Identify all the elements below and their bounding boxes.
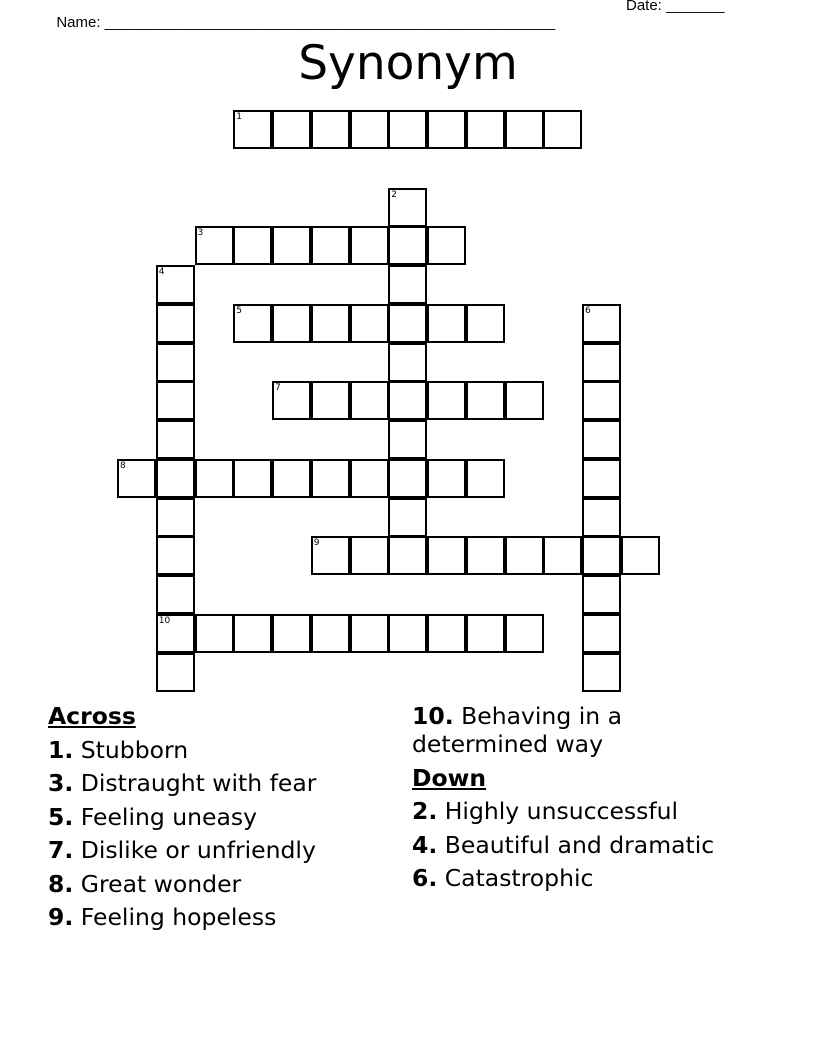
clue-across-7 <box>48 836 408 864</box>
clue-number-label: 8 <box>120 460 126 471</box>
crossword-cell[interactable] <box>311 304 350 343</box>
crossword-cell[interactable] <box>311 536 350 575</box>
crossword-cell[interactable] <box>195 459 234 498</box>
clue-number-label: 7 <box>275 383 281 394</box>
crossword-cell[interactable] <box>156 575 195 614</box>
crossword-cell[interactable] <box>427 614 466 653</box>
crossword-cell[interactable] <box>466 614 505 653</box>
crossword-cell[interactable] <box>272 226 311 265</box>
clue-across-5 <box>48 803 408 831</box>
across-heading: Across <box>48 702 136 730</box>
across-clues-left <box>48 702 408 937</box>
crossword-cell[interactable] <box>505 381 544 420</box>
crossword-cell[interactable] <box>466 304 505 343</box>
clue-number-label: 2 <box>391 189 398 200</box>
clue-text: Distraught with fear <box>80 769 317 797</box>
crossword-cell[interactable] <box>233 614 272 653</box>
crossword-cell[interactable] <box>543 110 582 149</box>
clue-text: Beautiful and dramatic <box>444 830 715 859</box>
clue-across-9 <box>48 903 408 931</box>
crossword-cell[interactable] <box>156 381 195 420</box>
crossword-cell[interactable] <box>388 304 427 343</box>
crossword-cell[interactable] <box>582 536 621 575</box>
crossword-cell[interactable] <box>156 653 195 692</box>
crossword-cell[interactable] <box>388 343 427 382</box>
clue-number-label: 10 <box>158 615 171 626</box>
clue-across-8 <box>48 870 408 898</box>
clue-down-6 <box>412 864 742 892</box>
crossword-cell[interactable] <box>582 653 621 692</box>
crossword-cell[interactable] <box>427 459 466 498</box>
clue-text: Great wonder <box>80 869 242 898</box>
clue-text: Behaving in a determined way <box>412 702 623 758</box>
date-field[interactable]: Date: _______ <box>626 0 725 14</box>
crossword-cell[interactable] <box>117 459 156 498</box>
crossword-cell[interactable] <box>582 420 621 459</box>
crossword-cell[interactable] <box>388 381 427 420</box>
crossword-cell[interactable] <box>350 381 389 420</box>
crossword-cell[interactable] <box>233 110 272 149</box>
crossword-cell[interactable] <box>388 110 427 149</box>
clue-number: 1. <box>48 735 74 764</box>
crossword-cell[interactable] <box>272 459 311 498</box>
crossword-cell[interactable] <box>388 265 427 304</box>
crossword-cell[interactable] <box>427 536 466 575</box>
crossword-cell[interactable] <box>311 226 350 265</box>
clue-number: 9. <box>48 903 74 931</box>
crossword-cell[interactable] <box>350 459 389 498</box>
crossword-cell[interactable] <box>621 536 660 575</box>
crossword-cell[interactable] <box>388 536 427 575</box>
crossword-cell[interactable] <box>311 614 350 653</box>
crossword-cell[interactable] <box>505 614 544 653</box>
clue-number-label: 5 <box>236 305 243 316</box>
clue-number: 10. <box>412 702 454 730</box>
clue-across-10 <box>412 702 742 758</box>
crossword-cell[interactable] <box>156 614 195 653</box>
crossword-cell[interactable] <box>582 459 621 498</box>
clue-text: Feeling hopeless <box>80 903 277 931</box>
clue-across-3 <box>48 769 408 797</box>
crossword-cell[interactable] <box>388 498 427 537</box>
crossword-cell[interactable] <box>156 343 195 382</box>
clue-number: 5. <box>48 802 74 831</box>
crossword-cell[interactable] <box>156 536 195 575</box>
crossword-cell[interactable] <box>427 226 466 265</box>
clue-down-4 <box>412 831 742 859</box>
crossword-cell[interactable] <box>195 226 234 265</box>
clue-number-label: 4 <box>158 267 165 277</box>
crossword-cell[interactable] <box>582 304 621 343</box>
crossword-cell[interactable] <box>233 226 272 265</box>
clue-text: Highly unsuccessful <box>444 797 679 825</box>
crossword-cell[interactable] <box>311 381 350 420</box>
crossword-cell[interactable] <box>388 226 427 265</box>
crossword-cell[interactable] <box>156 304 195 343</box>
crossword-cell[interactable] <box>350 110 389 149</box>
crossword-cell[interactable] <box>466 110 505 149</box>
down-heading: Down <box>412 763 487 792</box>
crossword-cell[interactable] <box>466 459 505 498</box>
crossword-cell[interactable] <box>427 381 466 420</box>
crossword-cell[interactable] <box>582 575 621 614</box>
crossword-cell[interactable] <box>156 420 195 459</box>
crossword-cell[interactable] <box>466 536 505 575</box>
clue-number-label: 3 <box>197 228 204 239</box>
crossword-cell[interactable] <box>388 188 427 227</box>
clue-number-label: 6 <box>585 305 591 316</box>
clue-text: Feeling uneasy <box>80 802 258 831</box>
clue-number: 8. <box>48 869 74 898</box>
clue-text: Dislike or unfriendly <box>80 836 316 864</box>
crossword-cell[interactable] <box>388 459 427 498</box>
clue-number-label: 9 <box>313 538 320 549</box>
crossword-cell[interactable] <box>582 614 621 653</box>
clue-number-label: 1 <box>236 112 243 122</box>
crossword-cell[interactable] <box>233 459 272 498</box>
crossword-cell[interactable] <box>582 343 621 382</box>
clue-number: 2. <box>412 797 438 825</box>
crossword-cell[interactable] <box>156 459 195 498</box>
crossword-cell[interactable] <box>582 381 621 420</box>
crossword-cell[interactable] <box>350 304 389 343</box>
crossword-cell[interactable] <box>427 304 466 343</box>
crossword-cell[interactable] <box>466 381 505 420</box>
crossword-cell[interactable] <box>272 110 311 149</box>
crossword-cell[interactable] <box>272 304 311 343</box>
crossword-cell[interactable] <box>311 459 350 498</box>
clues-right-column <box>412 702 742 898</box>
crossword-cell[interactable] <box>388 614 427 653</box>
name-field[interactable]: Name: ______________________________________________________ <box>56 14 556 31</box>
crossword-cell[interactable] <box>272 614 311 653</box>
clue-across-1 <box>48 736 408 764</box>
crossword-cell[interactable] <box>505 536 544 575</box>
crossword-cell[interactable] <box>311 110 350 149</box>
crossword-cell[interactable] <box>272 381 311 420</box>
crossword-cell[interactable] <box>195 614 234 653</box>
crossword-cell[interactable] <box>233 304 272 343</box>
crossword-cell[interactable] <box>350 614 389 653</box>
clue-number: 7. <box>48 836 74 864</box>
puzzle-title: Synonym <box>298 36 518 91</box>
crossword-cell[interactable] <box>388 420 427 459</box>
crossword-cell[interactable] <box>505 110 544 149</box>
crossword-cell[interactable] <box>156 498 195 537</box>
clue-text: Stubborn <box>80 735 189 764</box>
crossword-cell[interactable] <box>350 226 389 265</box>
crossword-cell[interactable] <box>543 536 582 575</box>
clue-down-2 <box>412 797 742 825</box>
crossword-cell[interactable] <box>350 536 389 575</box>
crossword-cell[interactable] <box>427 110 466 149</box>
crossword-cell[interactable] <box>582 498 621 537</box>
clue-number: 4. <box>412 830 438 859</box>
clue-number: 3. <box>48 769 74 797</box>
clue-text: Catastrophic <box>444 864 594 892</box>
crossword-cell[interactable] <box>156 265 195 304</box>
clue-number: 6. <box>412 864 438 892</box>
